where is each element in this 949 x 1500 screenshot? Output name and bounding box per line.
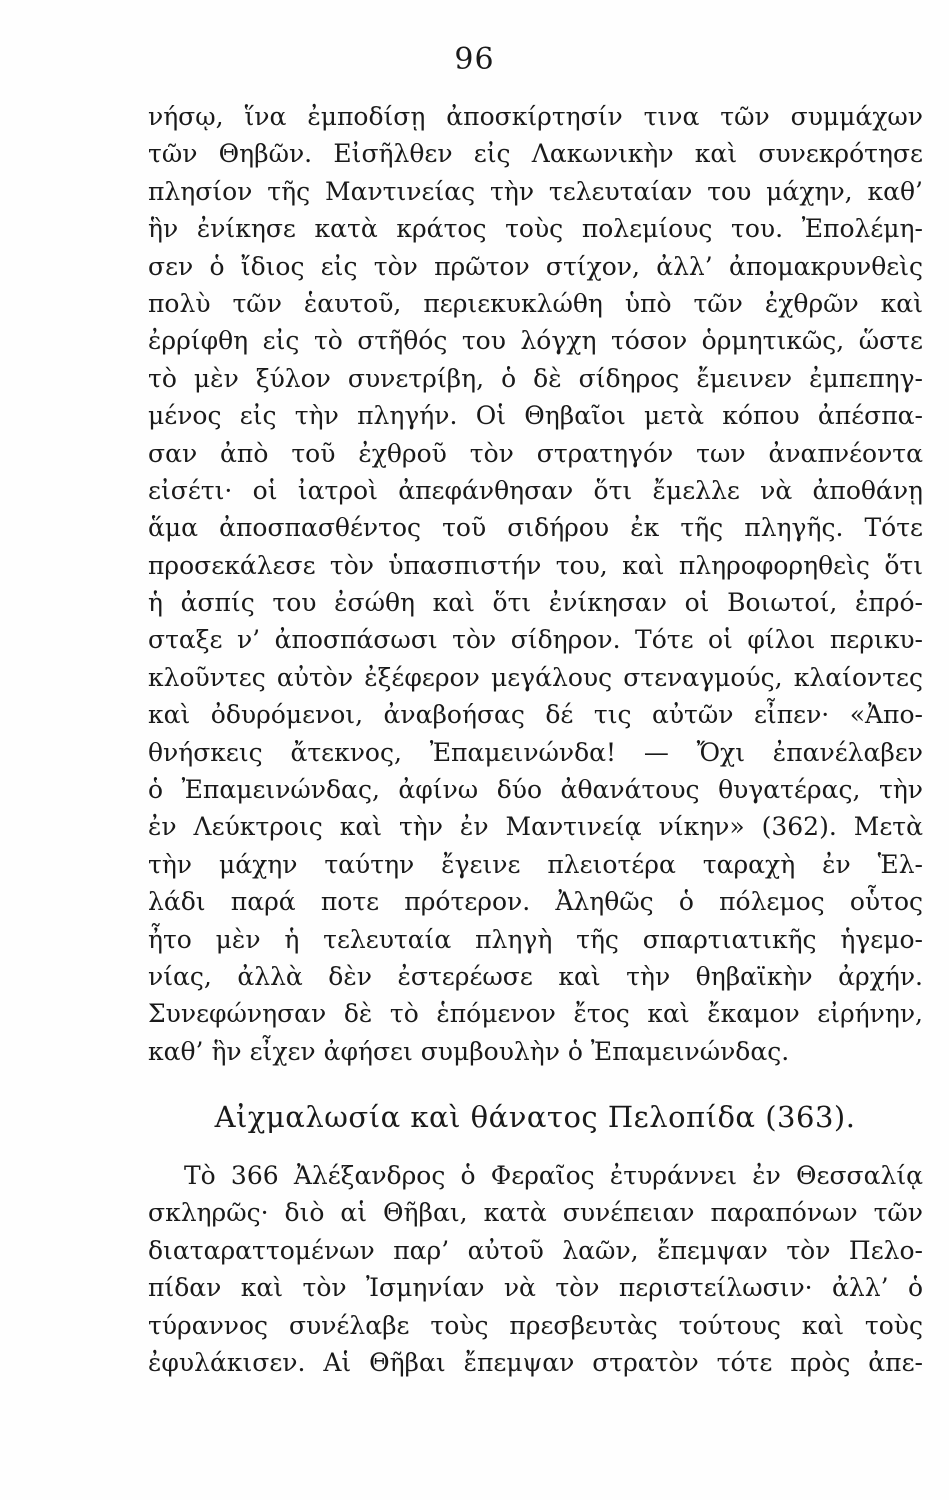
text-line: θνήσκεις ἄτεκνος, Ἐπαμεινώνδα! — Ὄχι ἐπανέλαβεν (148, 737, 923, 767)
text-line: ὁ Ἐπαμεινώνδας, ἀφίνω δύο ἀθανάτους θυγατέρας, τὴν (148, 775, 923, 805)
text-line: ἐρρίφθη εἰς τὸ στῆθός του λόγχη τόσον ὁρμητικῶς, ὥστε (148, 326, 923, 356)
text-line: ἐν Λεύκτροις καὶ τὴν ἐν Μαντινείᾳ νίκην» (362). Μετὰ (148, 812, 923, 842)
text-line: προσεκάλεσε τὸν ὑπασπιστήν του, καὶ πληροφορηθεὶς ὅτι (148, 550, 923, 580)
text-line: σαν ἀπὸ τοῦ ἐχθροῦ τὸν στρατηγόν των ἀναπνέοντα (148, 438, 923, 468)
text-line: καθ’ ἣν εἶχεν ἀφήσει συμβουλὴν ὁ Ἐπαμεινώνδας. (148, 1036, 790, 1066)
text-line: ἐφυλάκισεν. Αἱ Θῆβαι ἔπεμψαν στρατὸν τότε πρὸς ἀπε- (148, 1347, 923, 1377)
text-line: καὶ ὀδυρόμενοι, ἀναβοήσας δέ τις αὐτῶν εἶπεν· «Ἀπο- (148, 700, 923, 730)
section-heading: Αἰχμαλωσία καὶ θάνατος Πελοπίδα (363). (214, 1100, 856, 1134)
paragraph-epaminondas (148, 98, 923, 1070)
text-line: τύραννος συνέλαβε τοὺς πρεσβευτὰς τούτους καὶ τοὺς (148, 1310, 923, 1340)
text-line: σταξε ν’ ἀποσπάσωσι τὸν σίδηρον. Τότε οἱ φίλοι περικυ- (148, 625, 923, 655)
paragraph-pelopidas (148, 1157, 923, 1381)
text-line: τὴν μάχην ταύτην ἔγεινε πλειοτέρα ταραχὴ ἐν Ἑλ- (148, 849, 923, 879)
text-line: τὸ μὲν ξύλον συνετρίβη, ὁ δὲ σίδηρος ἔμεινεν ἐμπεπηγ- (148, 363, 923, 393)
text-line: νίας, ἀλλὰ δὲν ἐστερέωσε καὶ τὴν θηβαϊκὴν ἀρχήν. (148, 961, 923, 991)
text-line: Συνεφώνησαν δὲ τὸ ἑπόμενον ἔτος καὶ ἔκαμον εἰρήνην, (148, 999, 923, 1029)
text-line: σκληρῶς· διὸ αἱ Θῆβαι, κατὰ συνέπειαν παραπόνων τῶν (148, 1198, 923, 1228)
text-line: ἣν ἐνίκησε κατὰ κράτος τοὺς πολεμίους του. Ἐπολέμη- (148, 214, 923, 244)
text-line: ἦτο μὲν ἡ τελευταία πληγὴ τῆς σπαρτιατικῆς ἡγεμο- (148, 924, 923, 954)
text-line: εἰσέτι· οἱ ἰατροὶ ἀπεφάνθησαν ὅτι ἔμελλε νὰ ἀποθάνῃ (148, 475, 923, 505)
text-line: λάδι παρά ποτε πρότερον. Ἀληθῶς ὁ πόλεμος οὗτος (148, 887, 923, 917)
text-line: πολὺ τῶν ἑαυτοῦ, περιεκυκλώθη ὑπὸ τῶν ἐχθρῶν καὶ (148, 288, 923, 318)
text-line: Τὸ 366 Ἀλέξανδρος ὁ Φεραῖος ἐτυράννει ἐν Θεσσαλίᾳ (184, 1161, 923, 1190)
text-line: διαταραττομένων παρ’ αὐτοῦ λαῶν, ἔπεμψαν τὸν Πελο- (148, 1235, 923, 1265)
text-line: ἡ ἀσπίς του ἐσώθη καὶ ὅτι ἐνίκησαν οἱ Βοιωτοί, ἐπρό- (148, 588, 923, 618)
text-line: πίδαν καὶ τὸν Ἰσμηνίαν νὰ τὸν περιστείλωσιν· ἀλλ’ ὁ (148, 1273, 923, 1303)
text-line: ἅμα ἀποσπασθέντος τοῦ σιδήρου ἐκ τῆς πληγῆς. Τότε (148, 513, 923, 543)
text-line: σεν ὁ ἴδιος εἰς τὸν πρῶτον στίχον, ἀλλ’ ἀπομακρυνθεὶς (148, 251, 923, 281)
text-line: μένος εἰς τὴν πληγήν. Οἱ Θηβαῖοι μετὰ κόπου ἀπέσπα- (148, 401, 923, 431)
text-line: τῶν Θηβῶν. Εἰσῆλθεν εἰς Λακωνικὴν καὶ συνεκρότησε (148, 139, 923, 169)
text-line: κλοῦντες αὐτὸν ἐξέφερον μεγάλους στεναγμούς, κλαίοντες (148, 662, 923, 692)
page-number: 96 (454, 42, 495, 77)
text-line: νήσῳ, ἵνα ἐμποδίσῃ ἀποσκίρτησίν τινα τῶν συμμάχων (148, 102, 923, 131)
text-line: πλησίον τῆς Μαντινείας τὴν τελευταίαν του μάχην, καθ’ (148, 176, 923, 206)
